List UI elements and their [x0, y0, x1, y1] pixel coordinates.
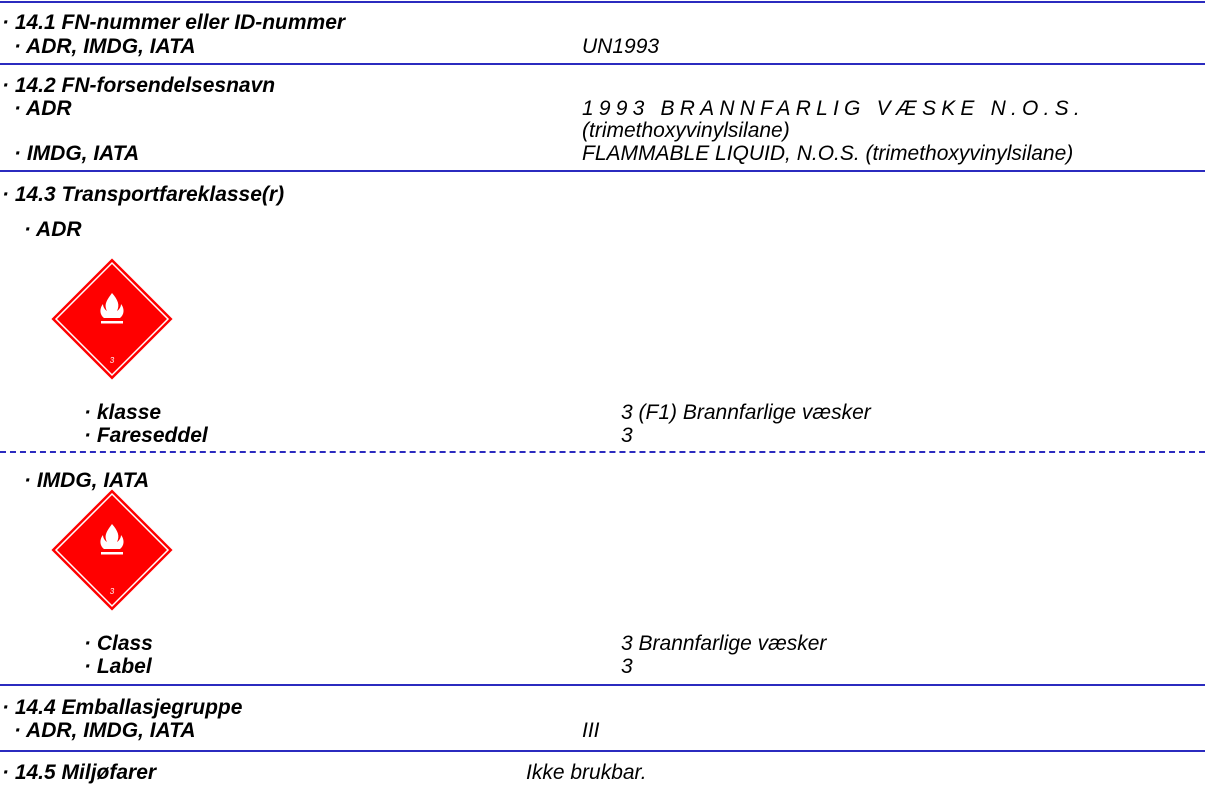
section-14-3-imdg-label-value: 3 [621, 655, 633, 678]
placard-class-number: 3 [109, 356, 115, 365]
section-14-3-adr-label-label: · Fareseddel [84, 424, 208, 447]
section-14-3-adr-label-value: 3 [621, 424, 633, 447]
section-14-3-imdg-label: · IMDG, IATA [24, 469, 150, 492]
section-14-4-row-label: · ADR, IMDG, IATA [14, 719, 196, 742]
section-divider [0, 1, 1205, 3]
flammable-liquid-diamond-icon [48, 486, 176, 614]
section-14-2-adr-value-line1: 1993 BRANNFARLIG VÆSKE N.O.S. [582, 97, 1085, 120]
section-divider [0, 170, 1205, 172]
section-divider [0, 750, 1205, 752]
section-14-3-imdg-label-label: · Label [84, 655, 152, 678]
section-14-2-adr-label: · ADR [14, 97, 72, 120]
section-14-5-value: Ikke brukbar. [526, 761, 647, 784]
section-14-3-title: · 14.3 Transportfareklasse(r) [2, 183, 285, 206]
section-14-3-adr-label: · ADR [24, 218, 82, 241]
section-14-2-imdg-label: · IMDG, IATA [14, 142, 140, 165]
section-14-2-imdg-value: FLAMMABLE LIQUID, N.O.S. (trimethoxyvinylsilane) [582, 142, 1074, 165]
section-divider [0, 63, 1205, 65]
section-14-4-title: · 14.4 Emballasjegruppe [2, 696, 243, 719]
section-14-1-title: · 14.1 FN-nummer eller ID-nummer [2, 11, 346, 34]
subsection-divider [0, 451, 1205, 453]
section-14-5-title: · 14.5 Miljøfarer [2, 761, 157, 784]
placard-class-number: 3 [109, 587, 115, 596]
flammable-liquid-diamond-icon [48, 255, 176, 383]
section-14-3-adr-class-label: · klasse [84, 401, 162, 424]
section-14-4-row-value: III [582, 719, 600, 742]
section-14-1-row-value: UN1993 [582, 35, 660, 58]
section-14-2-title: · 14.2 FN-forsendelsesnavn [2, 74, 276, 97]
section-14-1-row-label: · ADR, IMDG, IATA [14, 35, 196, 58]
section-divider [0, 684, 1205, 686]
section-14-3-imdg-class-label: · Class [84, 632, 153, 655]
section-14-2-adr-value-line2: (trimethoxyvinylsilane) [582, 119, 790, 142]
section-14-3-adr-class-value: 3 (F1) Brannfarlige væsker [621, 401, 871, 424]
section-14-3-imdg-class-value: 3 Brannfarlige væsker [621, 632, 827, 655]
